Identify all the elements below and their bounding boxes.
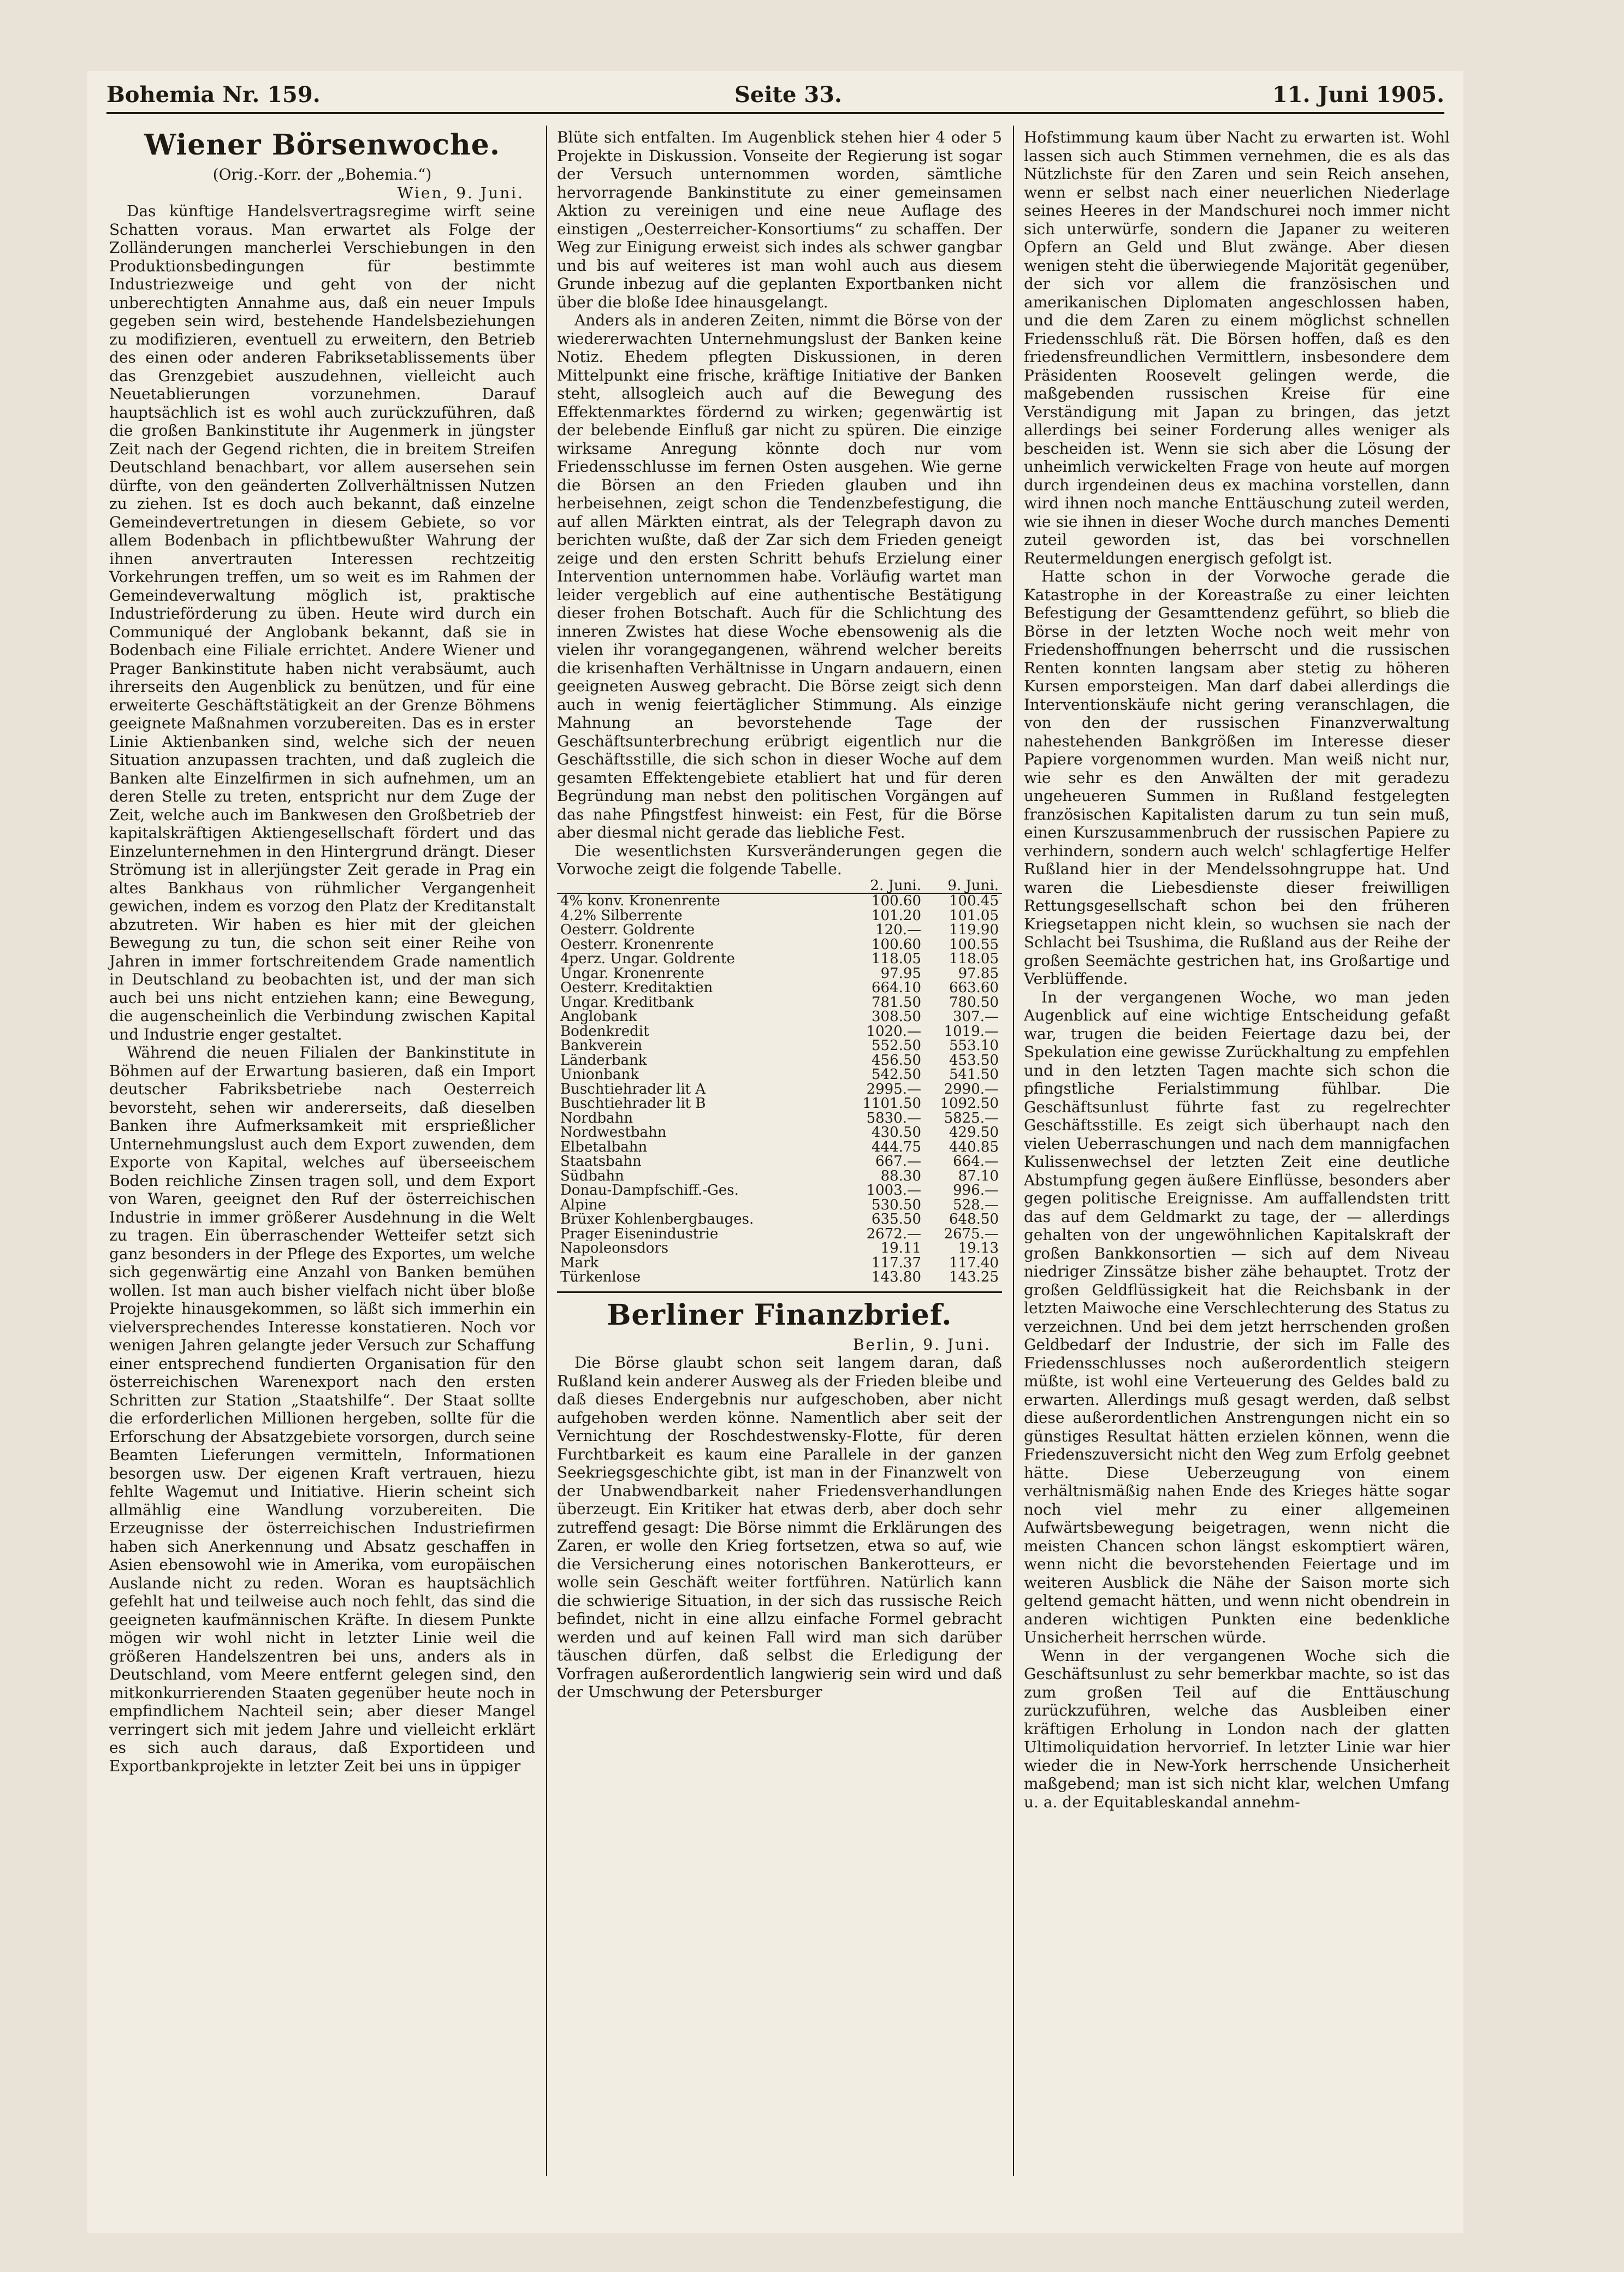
price-june-2: 667.— — [875, 1153, 921, 1170]
security-name: Brüxer Kohlenbergbauges. — [560, 1212, 754, 1227]
price-june-9: 996.— — [953, 1182, 999, 1199]
table-row — [557, 909, 1002, 923]
table-row — [557, 1125, 1002, 1140]
security-name: Staatsbahn — [560, 1154, 642, 1169]
price-june-9: 307.— — [953, 1009, 999, 1025]
article-paragraph: Wenn in der vergangenen Woche sich die Geschäftsunlust zu sehr bemerkbar machte, so ist das zum großen Teil auf die Enttäuschung zurückzuführen, welche das Ausbleiben einer kräftigen Erholung in London nach der glatten Ultimoliquidation hervorrief. In letzter Linie war hier wieder die in New-York herrschende Unsicherheit maßgebend; man ist sich nicht klar, welchen Umfang u. a. der Equitableskandal annehm- — [1024, 1646, 1450, 1811]
table-row — [557, 1140, 1002, 1155]
price-june-9: 663.60 — [949, 980, 999, 996]
table-row — [557, 938, 1002, 952]
table-row — [557, 1169, 1002, 1184]
price-june-9: 5825.— — [944, 1110, 999, 1126]
security-name: 4% konv. Kronenrente — [560, 893, 720, 909]
security-name: Prager Eisenindustrie — [560, 1226, 719, 1241]
price-june-9: 143.25 — [949, 1269, 999, 1285]
security-name: Oesterr. Goldrente — [560, 923, 695, 938]
price-june-9: 19.13 — [958, 1240, 999, 1256]
price-june-2: 19.11 — [880, 1240, 921, 1256]
column-divider-2 — [1013, 126, 1014, 2176]
article-separator — [557, 1291, 1002, 1293]
header-issue: Bohemia Nr. 159. — [106, 82, 321, 108]
article-title-berliner-finanzbrief: Berliner Finanzbrief. — [607, 1298, 952, 1332]
security-name: Bankverein — [560, 1039, 643, 1053]
price-june-2: 444.75 — [872, 1138, 921, 1155]
price-june-2: 101.20 — [872, 907, 921, 924]
price-june-9: 101.05 — [949, 907, 999, 924]
security-name: Länderbank — [560, 1053, 647, 1067]
table-row — [557, 966, 1002, 981]
article-paragraph: In der vergangenen Woche, wo man jeden Augenblick auf eine wichtige Entscheidung gefaßt war, trugen die beiden Feiertage dazu bei, der Spekulation eine gewisse Zurückhaltung zu empfehlen und in den letzten Tagen machte sich schon die pfingstliche Ferialstimmung fühlbar. Die Geschäftsunlust führte fast zu regelrechter Geschäftsstille. Es zeigt sich überhaupt nach den vielen Ueberraschungen und nach dem mannigfachen Kulissenwechsel der letzten Zeit eine deutliche Abstumpfung gegen äußere Einflüsse, besonders aber gegen politische Ereignisse. Am auffallendsten tritt das auf dem Geldmarkt zu tage, der — allerdings gehalten von der ungewöhnlichen Kapitalskraft der großen Bankkonsortien — sich auf dem Niveau niedriger Zinssätze bisher zähe behauptet. Trotz der großen Geldflüssigkeit hat die Reichsbank in der letzten Maiwoche eine Verschlechterung des Status zu verzeichnen. Und bei dem jetzt herrschenden großen Geldbedarf der Industrie, der sich im Falle des Friedensschlusses noch außerordentlich steigern müßte, ist wohl eine Verteuerung des Geldes bald zu erwarten. Allerdings muß gesagt werden, daß selbst diese außerordentlichen Anstrengungen nicht ein so günstiges Resultat hätten erzielen können, wenn die Friedenszuversicht nicht den Weg zum Erfolg geebnet hätte. Diese Ueberzeugung von einem verhältnismäßig nahen Ende des Krieges hätte sogar noch viel mehr zu einer allgemeinen Aufwärtsbewegung beigetragen, wenn nicht die meisten Chancen schon längst eskomptiert wären, wenn nicht die bevorstehenden Feiertage und im weiteren Ausblick die Nähe der Saison morte sich geltend gemacht hätten, und wenn nicht obendrein in anderen wichtigen Punkten eine bedenkliche Unsicherheit herrschen würde. — [1024, 988, 1450, 1646]
price-june-9: 453.50 — [949, 1052, 999, 1069]
price-june-2: 100.60 — [872, 936, 921, 953]
table-header-date-2: 9. Juni. — [924, 879, 1002, 894]
article-dateline: Berlin, 9. Juni. — [852, 1335, 991, 1354]
table-row — [557, 893, 1002, 909]
price-june-2: 635.50 — [872, 1211, 921, 1227]
price-june-9: 119.90 — [949, 922, 999, 938]
security-name: Türkenlose — [560, 1270, 641, 1285]
price-june-9: 553.10 — [949, 1037, 999, 1054]
table-row — [557, 995, 1002, 1010]
price-june-9: 2675.— — [944, 1225, 999, 1242]
header-rule — [106, 112, 1444, 114]
table-row — [557, 1096, 1002, 1111]
price-june-2: 2995.— — [866, 1081, 921, 1098]
table-row — [557, 1256, 1002, 1271]
security-name: Nordwestbahn — [560, 1125, 667, 1140]
price-june-2: 5830.— — [866, 1110, 921, 1126]
price-june-2: 552.50 — [872, 1037, 921, 1054]
price-june-2: 143.80 — [872, 1269, 921, 1285]
table-row — [557, 1010, 1002, 1024]
table-row — [557, 1024, 1002, 1039]
security-name: 4perz. Ungar. Goldrente — [560, 952, 735, 966]
security-name: Ungar. Kreditbank — [560, 995, 694, 1010]
price-june-2: 456.50 — [872, 1052, 921, 1069]
article-paragraph: Hofstimmung kaum über Nacht zu erwarten ist. Wohl lassen sich auch Stimmen vernehmen, die es als das Nützlichste für den Zaren und sein Reich ansehen, wenn er selbst nach einer neuerlichen Niederlage seines Heeres in der Mandschurei noch immer nicht sich unterwürfe, sondern die Japaner zu weiteren Opfern an Geld und Blut zwänge. Aber diesen wenigen steht die überwiegende Majorität gegenüber, der sich vor allem die französischen und amerikanischen Diplomaten angeschlossen haben, und die dem Zaren zu einem möglichst schnellen Friedensschluß rät. Die Börsen hoffen, daß es den friedensfreundlichen Vermittlern, insbesondere dem Präsidenten Roosevelt gelingen werde, die maßgebenden russischen Kreise für eine Verständigung mit Japan zu bringen, das jetzt allerdings bei seiner Forderung alles weniger als bescheiden ist. Wenn sie sich aber die Lösung der unheimlich verwickelten Frage von heute auf morgen durch irgendeinen deus ex machina vorstellen, dann wird ihnen noch manche Enttäuschung zuteil werden, wie sie ihnen in dieser Woche durch manches Dementi zuteil geworden ist, das bei vorschnellen Reutermeldungen energisch gefolgt ist. — [1024, 128, 1450, 567]
price-june-9: 87.10 — [958, 1167, 999, 1184]
article-title-wiener-boersenwoche: Wiener Börsenwoche. — [144, 128, 500, 162]
price-june-9: 648.50 — [949, 1211, 999, 1227]
price-june-2: 664.10 — [872, 980, 921, 996]
article-paragraph: Blüte sich entfalten. Im Augenblick stehen hier 4 oder 5 Projekte in Diskussion. Vonseite der Regierung ist sogar der Versuch unternommen worden, sämtliche hervorragende Bankinstitute zu einer gemeinsamen Aktion zu vereinigen und eine neue Auflage des einstigen „Oesterreicher-Konsortiums“ zu schaffen. Der Weg zur Einigung erweist sich indes als schwer gangbar und bis auf weiteres ist man wohl auch aus diesem Grunde inbezug auf die geplanten Exportbanken nicht über die bloße Idee hinausgelangt. — [557, 128, 1002, 311]
table-row — [557, 1270, 1002, 1285]
price-june-2: 308.50 — [872, 1009, 921, 1025]
price-june-2: 88.30 — [880, 1167, 921, 1184]
table-body — [557, 893, 1002, 1285]
security-name: Nordbahn — [560, 1111, 633, 1125]
table-row — [557, 1053, 1002, 1068]
price-june-2: 1020.— — [866, 1023, 921, 1040]
column-2 — [557, 128, 1002, 1701]
price-june-2: 117.37 — [872, 1254, 921, 1271]
security-name: Bodenkredit — [560, 1024, 649, 1039]
price-june-9: 100.55 — [949, 936, 999, 953]
price-june-9: 117.40 — [949, 1254, 999, 1271]
price-june-9: 100.45 — [949, 893, 999, 909]
table-row — [557, 1198, 1002, 1213]
table-row — [557, 1212, 1002, 1227]
security-name: Buschtiehrader lit A — [560, 1082, 706, 1096]
price-june-9: 1092.50 — [940, 1095, 999, 1112]
header-date: 11. Juni 1905. — [1272, 82, 1444, 108]
security-name: Donau-Dampfschiff.-Ges. — [560, 1183, 739, 1198]
price-june-9: 541.50 — [949, 1066, 999, 1083]
column-divider-1 — [546, 126, 547, 2176]
price-june-2: 1101.50 — [862, 1095, 921, 1112]
security-name: Südbahn — [560, 1168, 624, 1183]
security-name: Elbetalbahn — [560, 1140, 648, 1154]
table-header-label — [557, 879, 847, 894]
table-row — [557, 1067, 1002, 1082]
price-june-2: 118.05 — [872, 951, 921, 967]
price-june-2: 430.50 — [872, 1124, 921, 1141]
price-june-2: 120.— — [875, 922, 921, 938]
table-row — [557, 1227, 1002, 1242]
price-june-9: 2990.— — [944, 1081, 999, 1098]
article-dateline: Wien, 9. Juni. — [397, 183, 524, 202]
price-june-2: 1003.— — [866, 1182, 921, 1199]
security-name: Buschtiehrader lit B — [560, 1096, 706, 1111]
table-row — [557, 1039, 1002, 1053]
article-paragraph: Hatte schon in der Vorwoche gerade die Katastrophe in der Koreastraße zu einer leichten Befestigung der Gesamttendenz geführt, so blieb die Börse in der letzten Woche noch weit mehr von Friedenshoffnungen beherrscht und die russischen Renten konnten langsam aber stetig zu höheren Kursen emporsteigen. Man darf dabei allerdings die Interventionskäufe nicht gering veranschlagen, die von den der russischen Finanzverwaltung nahestehenden Bankgrößen im Interesse dieser Papiere vorgenommen wurden. Man weiß nicht nur, wie sehr es den Anwälten der mit geradezu ungeheueren Summen in Rußland festgelegten französischen Kapitalisten darum zu tun sein muß, einen Kurszusammenbruch der russischen Papiere zu verhindern, sondern auch welch' schlagfertige Helfer Rußland hier in der Mendelssohngruppe hat. Und waren die Liebesdienste dieser freiwilligen Rettungsgesellschaft schon bei den früheren Kriegsetappen nicht klein, so wuchsen sie nach der Schlacht bei Tsushima, die Rußland aus der Reihe der großen Seemächte gestrichen hat, ins Großartige und Verblüffende. — [1024, 567, 1450, 988]
table-row — [557, 1082, 1002, 1097]
price-june-9: 664.— — [953, 1153, 999, 1170]
column-1 — [109, 128, 535, 1775]
table-header-date-1: 2. Juni. — [847, 879, 924, 894]
table-row — [557, 923, 1002, 938]
header-page-number: Seite 33. — [734, 82, 842, 108]
price-changes-table — [557, 879, 1002, 1285]
table-header-row — [557, 879, 1002, 894]
price-june-2: 781.50 — [872, 994, 921, 1011]
price-june-9: 780.50 — [949, 994, 999, 1011]
security-name: Anglobank — [560, 1010, 637, 1024]
security-name: Oesterr. Kreditaktien — [560, 981, 713, 995]
price-june-9: 118.05 — [949, 951, 999, 967]
table-row — [557, 981, 1002, 995]
price-june-9: 1019.— — [944, 1023, 999, 1040]
security-name: Napoleonsdors — [560, 1241, 669, 1256]
price-june-9: 528.— — [953, 1196, 999, 1213]
security-name: Oesterr. Kronenrente — [560, 937, 714, 952]
price-june-2: 100.60 — [872, 893, 921, 909]
price-june-9: 429.50 — [949, 1124, 999, 1141]
article-paragraph: Das künftige Handelsvertragsregime wirft seine Schatten voraus. Man erwartet als Folge der Zolländerungen mancherlei Verschiebungen in den Produktionsbedingungen für bestimmte Industriezweige und geht von der nicht unberechtigten Annahme aus, daß ein neuer Impuls gegeben sein wird, bestehende Handelsbeziehungen zu modifizieren, eventuell zu erweitern, den Betrieb des einen oder anderen Fabriksetablissements über das Grenzgebiet auszudehnen, vielleicht auch Neuetablierungen vorzunehmen. Darauf hauptsächlich ist es wohl auch zurückzuführen, daß die großen Bankinstitute ihr Augenmerk in jüngster Zeit nach der Gegend richten, die in breitem Streifen Deutschland benachbart, vor allem ausersehen sein dürfte, von den geänderten Zollverhältnissen Nutzen zu ziehen. Ist es doch auch bekannt, daß einzelne Gemeindevertretungen in diesem Gebiete, so vor allem Bodenbach in pflichtbewußter Wahrung der ihnen anvertrauten Interessen rechtzeitig Vorkehrungen treffen, um so weit es im Rahmen der Gemeindeverwaltung möglich ist, praktische Industrieförderung zu üben. Heute wird durch ein Communiqué der Anglobank bekannt, daß sie in Bodenbach eine Filiale errichtet. Andere Wiener und Prager Bankinstitute haben nicht verabsäumt, auch ihrerseits den Augenblick zu benützen, und für eine erweiterte Geschäftstätigkeit an der Grenze Böhmens geeignete Maßnahmen vorzubereiten. Das es in erster Linie Aktienbanken sind, welche sich der neuen Situation anzupassen trachten, und daß zugleich die Banken alte Einzelfirmen in sich aufnehmen, um an deren Stelle zu treten, entspricht nur dem Zuge der Zeit, welche auch im Bankwesen den Großbetrieb der kapitalskräftigen Aktiengesellschaft fördert und das Einzelunternehmen in den Hintergrund drängt. Dieser Strömung ist in allerjüngster Zeit gerade in Prag ein altes Bankhaus von rühmlicher Vergangenheit gewichen, indem es vorzog den Platz der Kreditanstalt abzutreten. Wir haben es hier mit der gleichen Bewegung zu tun, die schon seit einer Reihe von Jahren in immer fortschreitendem Grade namentlich in Deutschland zu beobachten ist, und der man sich auch bei uns nicht entziehen kann; eine Bewegung, die augenscheinlich die Verbindung zwischen Kapital und Industrie enger gestaltet. — [109, 202, 535, 1043]
table-row — [557, 1154, 1002, 1169]
article-paragraph: Die Börse glaubt schon seit langem daran, daß Rußland kein anderer Ausweg als der Frieden bleibe und daß dieses Endergebnis nur aufgeschoben, aber nicht aufgehoben werden könne. Namentlich aber seit der Vernichtung der Roschdestwensky-Flotte, für deren Furchtbarkeit es kaum eine Parallele in der ganzen Seekriegsgeschichte gibt, ist man in der Finanzwelt von der Unabwendbarkeit naher Friedensverhandlungen überzeugt. Ein Kritiker hat etwas derb, aber doch sehr zutreffend gesagt: Die Börse nimmt die Erklärungen des Zaren, er wolle den Krieg fortsetzen, etwa so auf, wie die Versicherung eines notorischen Bankerotteurs, er wolle sein Geschäft weiter fortführen. Natürlich kann die schwierige Situation, in der sich das russische Reich befindet, nicht in eine allzu einfache Formel gebracht werden und auf keinen Fall wird man sich darüber täuschen dürfen, daß selbst die Erledigung der Vorfragen außerordentlich langwierig sein wird und daß der Umschwung der Petersburger — [557, 1354, 1002, 1701]
security-name: Ungar. Kronenrente — [560, 966, 704, 981]
price-june-9: 440.85 — [949, 1138, 999, 1155]
table-row — [557, 952, 1002, 966]
price-june-2: 97.95 — [880, 965, 921, 982]
security-name: Unionbank — [560, 1067, 639, 1082]
price-june-9: 97.85 — [958, 965, 999, 982]
security-name: 4.2% Silberrente — [560, 908, 683, 923]
price-june-2: 542.50 — [872, 1066, 921, 1083]
column-3 — [1024, 128, 1450, 1811]
article-paragraph: Während die neuen Filialen der Bankinstitute in Böhmen auf der Erwartung basieren, daß ein Import deutscher Fabriksbetriebe nach Oesterreich bevorsteht, sehen wir andererseits, daß dieselben Banken ihre Aufmerksamkeit mit ersprießlicher Unternehmungslust auch dem Export zuwenden, dem Exporte von Kapital, welches auf überseeischem Boden reichliche Zinsen tragen soll, und dem Export von Waren, geeignet den Ruf der österreichischen Industrie in immer größerer Ausdehnung in die Welt zu tragen. Ein überraschender Wetteifer setzt sich ganz besonders in der Pflege des Exportes, um welche sich gegenwärtig eine Anzahl von Banken bemühen wollen. Ist man auch bisher vielfach nicht über bloße Projekte hinausgekommen, so läßt sich immerhin ein vielversprechendes Interesse konstatieren. Noch vor wenigen Jahren gelangte jeder Versuch zur Schaffung einer entsprechend fundierten Organisation für den österreichischen Warenexport nach den ersten Schritten zur Station „Staatshilfe“. Der Staat sollte die erforderlichen Millionen hergeben, sollte für die Erforschung der Absatzgebiete vorsorgen, durch seine Beamten Lieferungen vermitteln, Informationen besorgen usw. Der eigenen Kraft vertrauen, hiezu fehlte Wagemut und Initiative. Hierin scheint sich allmählig eine Wandlung vorzubereiten. Die Erzeugnisse der österreichischen Industriefirmen haben sich Anerkennung und Absatz geschaffen in Asien ebensowohl wie in Amerika, vom europäischen Auslande nicht zu reden. Woran es hauptsächlich gefehlt hat und teilweise auch noch fehlt, das sind die geeigneten kaufmännischen Kräfte. In diesem Punkte mögen wir wohl nicht in letzter Linie weil die größeren Handelszentren bei uns, anders als in Deutschland, vom Meere entfernt gelegen sind, den mitkonkurrierenden Staaten gegenüber heute noch in empfindlichem Nachteil sein; aber dieser Mangel verringert sich mit jedem Jahre und vielleicht erklärt es sich auch daraus, daß Exportideen und Exportbankprojekte in letzter Zeit bei uns in üppiger — [109, 1043, 535, 1775]
table-row — [557, 1111, 1002, 1126]
table-row — [557, 1183, 1002, 1198]
article-source: (Orig.-Korr. der „Bohemia.“) — [212, 165, 432, 183]
article-paragraph: Anders als in anderen Zeiten, nimmt die Börse von der wiedererwachten Unternehmungslust der Banken keine Notiz. Ehedem pflegten Diskussionen, in deren Mittelpunkt eine frische, kräftige Initiative der Banken steht, allsogleich auch auf die Bewegung des Effektenmarktes fördernd zu wirken; gegenwärtig ist der belebende Einfluß gar nicht zu spüren. Die einzige wirksame Anregung könnte doch nur vom Friedensschlusse im fernen Osten ausgehen. Wie gerne die Börsen an den Frieden glauben und ihn herbeisehnen, zeigt schon die Tendenzbefestigung, die auf allen Märkten eintrat, als der Telegraph davon zu berichten wußte, daß der Zar sich dem Frieden geneigt zeige und den ersten Schritt behufs Erzielung einer Intervention unternommen habe. Vorläufig wartet man leider vergeblich auf eine authentische Bestätigung dieser frohen Botschaft. Auch für die Schlichtung des inneren Zwistes hat diese Woche ebensowenig als die vielen ihr vorangegangenen, während welcher bereits die krisenhaften Verhältnisse in Ungarn andauern, einen geeigneten Ausweg gebracht. Die Börse zeigt sich denn auch in wenig feiertäglicher Stimmung. Als einzige Mahnung an bevorstehende Tage der Geschäftsunterbrechung erübrigt eigentlich nur die Geschäftsstille, die sich schon in dieser Woche auf dem gesamten Effektengebiete etabliert hat und für deren Begründung man nebst den politischen Vorgängen auf das nahe Pfingstfest hinweist: ein Fest, für die Börse aber diesmal nicht gerade das liebliche Fest. — [557, 311, 1002, 841]
page-header — [106, 82, 1444, 109]
price-june-2: 530.50 — [872, 1196, 921, 1213]
table-row — [557, 1241, 1002, 1256]
security-name: Alpine — [560, 1197, 607, 1212]
price-june-2: 2672.— — [866, 1225, 921, 1242]
article-paragraph: Die wesentlichsten Kursveränderungen gegen die Vorwoche zeigt die folgende Tabelle. — [557, 841, 1002, 878]
security-name: Mark — [560, 1255, 599, 1270]
